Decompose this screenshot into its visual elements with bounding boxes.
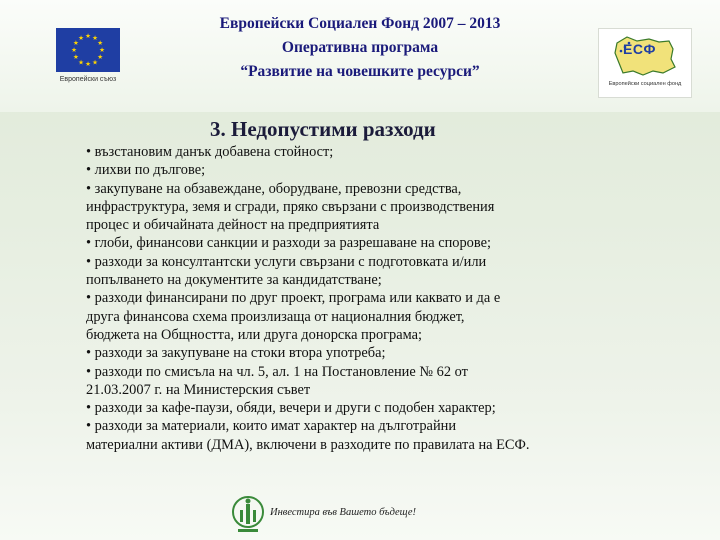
header-title-line-1: Европейски Социален Фонд 2007 – 2013 bbox=[219, 15, 501, 32]
content-line: бюджета на Общността, или друга донорска програма; bbox=[86, 326, 423, 343]
content-body bbox=[86, 143, 646, 454]
header-title-line-2: Оперативна програма bbox=[281, 39, 439, 56]
content-line: процес и обичайната дейност на предприятията bbox=[86, 217, 380, 234]
eu-star-icon: ★ bbox=[99, 47, 105, 55]
esf-logo bbox=[598, 28, 692, 98]
slide-heading: 3. Недопустими разходи bbox=[210, 117, 436, 141]
footer-tagline: Инвестира във Вашето бъдеще! bbox=[270, 507, 417, 518]
content-line: • лихви по дългове; bbox=[86, 162, 206, 179]
content-line: • разходи финансирани по друг проект, програма или каквато и да е bbox=[86, 290, 501, 307]
header-title bbox=[150, 12, 570, 84]
eu-star-icon: ★ bbox=[92, 35, 98, 43]
eu-logo-caption: Европейски съюз bbox=[59, 76, 117, 83]
eu-logo bbox=[52, 28, 124, 92]
eu-star-icon: ★ bbox=[85, 61, 91, 69]
eu-star-icon: ★ bbox=[78, 35, 84, 43]
content-line: друга финансова схема произлизаща от националния бюджет, bbox=[86, 308, 465, 325]
eu-star-icon: ★ bbox=[85, 33, 91, 41]
eu-star-icon: ★ bbox=[78, 59, 84, 67]
esf-logo-text: ЕСФ bbox=[623, 41, 656, 57]
eu-star-icon: ★ bbox=[92, 59, 98, 67]
content-line: • разходи за консултантски услуги свързани с подготовката и/или bbox=[86, 253, 487, 270]
content-line: материални активи (ДМА), включени в разходите по правилата на ЕСФ. bbox=[86, 436, 530, 453]
eu-star-icon: ★ bbox=[97, 40, 104, 48]
content-line: • разходи за кафе-паузи, обяди, вечери и други с подобен характер; bbox=[86, 400, 496, 417]
content-line: • разходи за материали, които имат характер на дълготрайни bbox=[86, 418, 457, 435]
eu-star-icon: ★ bbox=[72, 54, 79, 62]
content-line: 21.03.2007 г. на Министерския съвет bbox=[86, 381, 311, 398]
esf-logo-caption: Европейски социален фонд bbox=[608, 81, 682, 87]
eu-star-icon: ★ bbox=[72, 40, 79, 48]
eu-flag-icon bbox=[56, 28, 120, 72]
content-line: • възстановим данък добавена стойност; bbox=[86, 144, 334, 160]
eu-star-icon: ★ bbox=[97, 54, 104, 62]
content-line: • глоби, финансови санкции и разходи за разрешаване на спорове; bbox=[86, 235, 491, 252]
content-line: инфраструктура, земя и сгради, пряко свързани с производствения bbox=[86, 198, 495, 215]
operational-programme-logo-icon bbox=[230, 494, 266, 536]
header-title-line-3: “Развитие на човешките ресурси” bbox=[240, 63, 480, 80]
content-line: попълването на документите за кандидатстване; bbox=[86, 272, 382, 289]
eu-star-icon: ★ bbox=[71, 47, 77, 55]
content-line: • разходи по смисъла на чл. 5, ал. 1 на Постановление № 62 от bbox=[86, 363, 468, 380]
content-line: • закупуване на обзавеждане, оборудване, превозни средства, bbox=[86, 180, 462, 197]
content-line: • разходи за закупуване на стоки втора употреба; bbox=[86, 345, 386, 362]
